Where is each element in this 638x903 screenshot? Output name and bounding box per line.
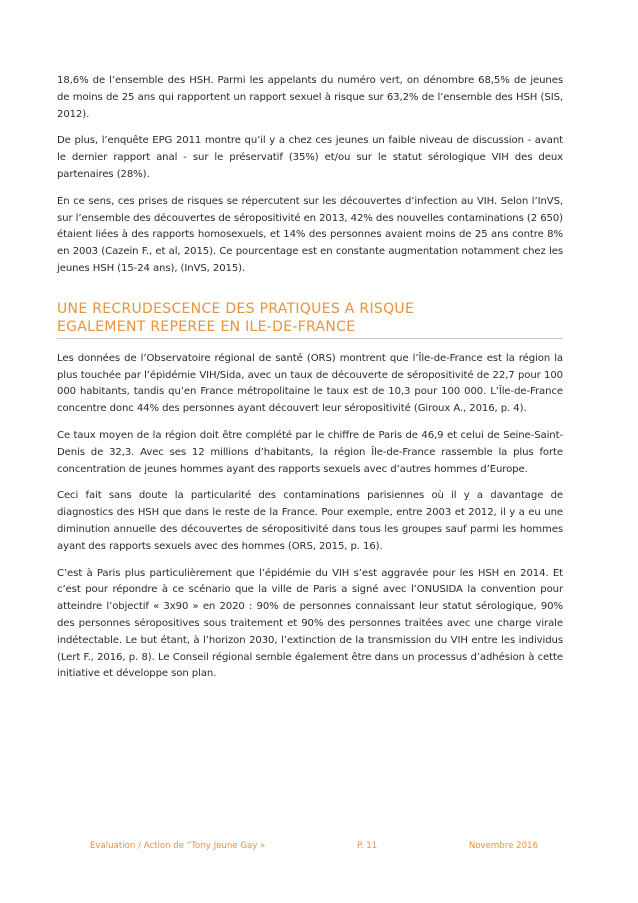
paragraph: 18,6% de l’ensemble des HSH. Parmi les appelants du numéro vert, on dénombre 68,5% de jeunes de moins de 25 ans qui rapportent un rapport sexuel à risque sur 63,2% de l’ensemble des HSH (SIS, 2012). bbox=[57, 75, 563, 120]
paragraph: Ce taux moyen de la région doit être complété par le chiffre de Paris de 46,9 et celui de Seine-Saint-Denis de 32,3. Avec ses 12 millions d’habitants, la région Île-de-France rassemble la plus forte concentration de jeunes hommes ayant des rapports sexuels avec d’autres hommes d’Europe. bbox=[57, 429, 563, 475]
section-heading-line-2: EGALEMENT REPEREE EN ILE-DE-FRANCE bbox=[57, 318, 356, 335]
section-heading-line-1: UNE RECRUDESCENCE DES PRATIQUES A RISQUE bbox=[57, 300, 415, 317]
page-content bbox=[57, 73, 563, 693]
section-heading bbox=[57, 300, 563, 339]
footer-page-number: P. 11 bbox=[356, 841, 378, 851]
paragraph: En ce sens, ces prises de risques se répercutent sur les découvertes d’infection au VIH. Selon l’InVS, sur l’ensemble des découvertes de séropositivité en 2013, 42% des nouvelles contaminations (2 650) étaient liées à des rapports homosexuels, et 14% des personnes avaient moins de 25 ans contre 8% en 2003 (Cazein F., et al, 2015). Ce pourcentage est en constante augmentation notamment chez les jeunes HSH (15-24 ans), (InVS, 2015). bbox=[57, 195, 563, 274]
paragraph: Ceci fait sans doute la particularité des contaminations parisiennes où il y a davantage de diagnostics des HSH que dans le reste de la France. Pour exemple, entre 2003 et 2012, il y a eu une diminution annuelle des découvertes de séropositivité dans tous les groupes sauf parmi les hommes ayant des rapports sexuels avec des hommes (ORS, 2015, p. 16). bbox=[57, 490, 563, 552]
paragraph: C’est à Paris plus particulièrement que l’épidémie du VIH s’est aggravée pour les HSH en 2014. Et c’est pour répondre à ce scénario que la ville de Paris a signé avec l’ONUSIDA la convention pour atteindre l’objectif « 3x90 » en 2020 : 90% de personnes connaissant leur statut sérologique, 90% des personnes séropositives sous traitement et 90% des personnes traitées avec une charge virale indétectable. Le but étant, à l’horizon 2030, l’extinction de la transmission du VIH entre les individus (Lert F., 2016, p. 8). Le Conseil régional semble également être dans un processus d’adhésion à cette initiative et développe son plan. bbox=[57, 567, 563, 680]
footer-date: Novembre 2016 bbox=[468, 841, 538, 851]
footer-document-title: Evaluation / Action de “Tony Jeune Gay » bbox=[90, 841, 266, 851]
paragraph: De plus, l’enquête EPG 2011 montre qu’il y a chez ces jeunes un faible niveau de discussion - avant le dernier rapport anal - sur le préservatif (35%) et/ou sur le statut sérologique VIH des deux partenaires (28%). bbox=[57, 135, 563, 180]
paragraph: Les données de l’Observatoire régional de santé (ORS) montrent que l’Île-de-France est la région la plus touchée par l’épidémie VIH/Sida, avec un taux de découverte de séropositivité de 22,7 pour 100 000 habitants, tandis qu’en France métropolitaine le taux est de 10,3 pour 100 000. L’Île-de-France concentre donc 44% des personnes ayant découvert leur séropositivité (Giroux A., 2016, p. 4). bbox=[57, 352, 563, 415]
page-footer bbox=[90, 841, 538, 851]
